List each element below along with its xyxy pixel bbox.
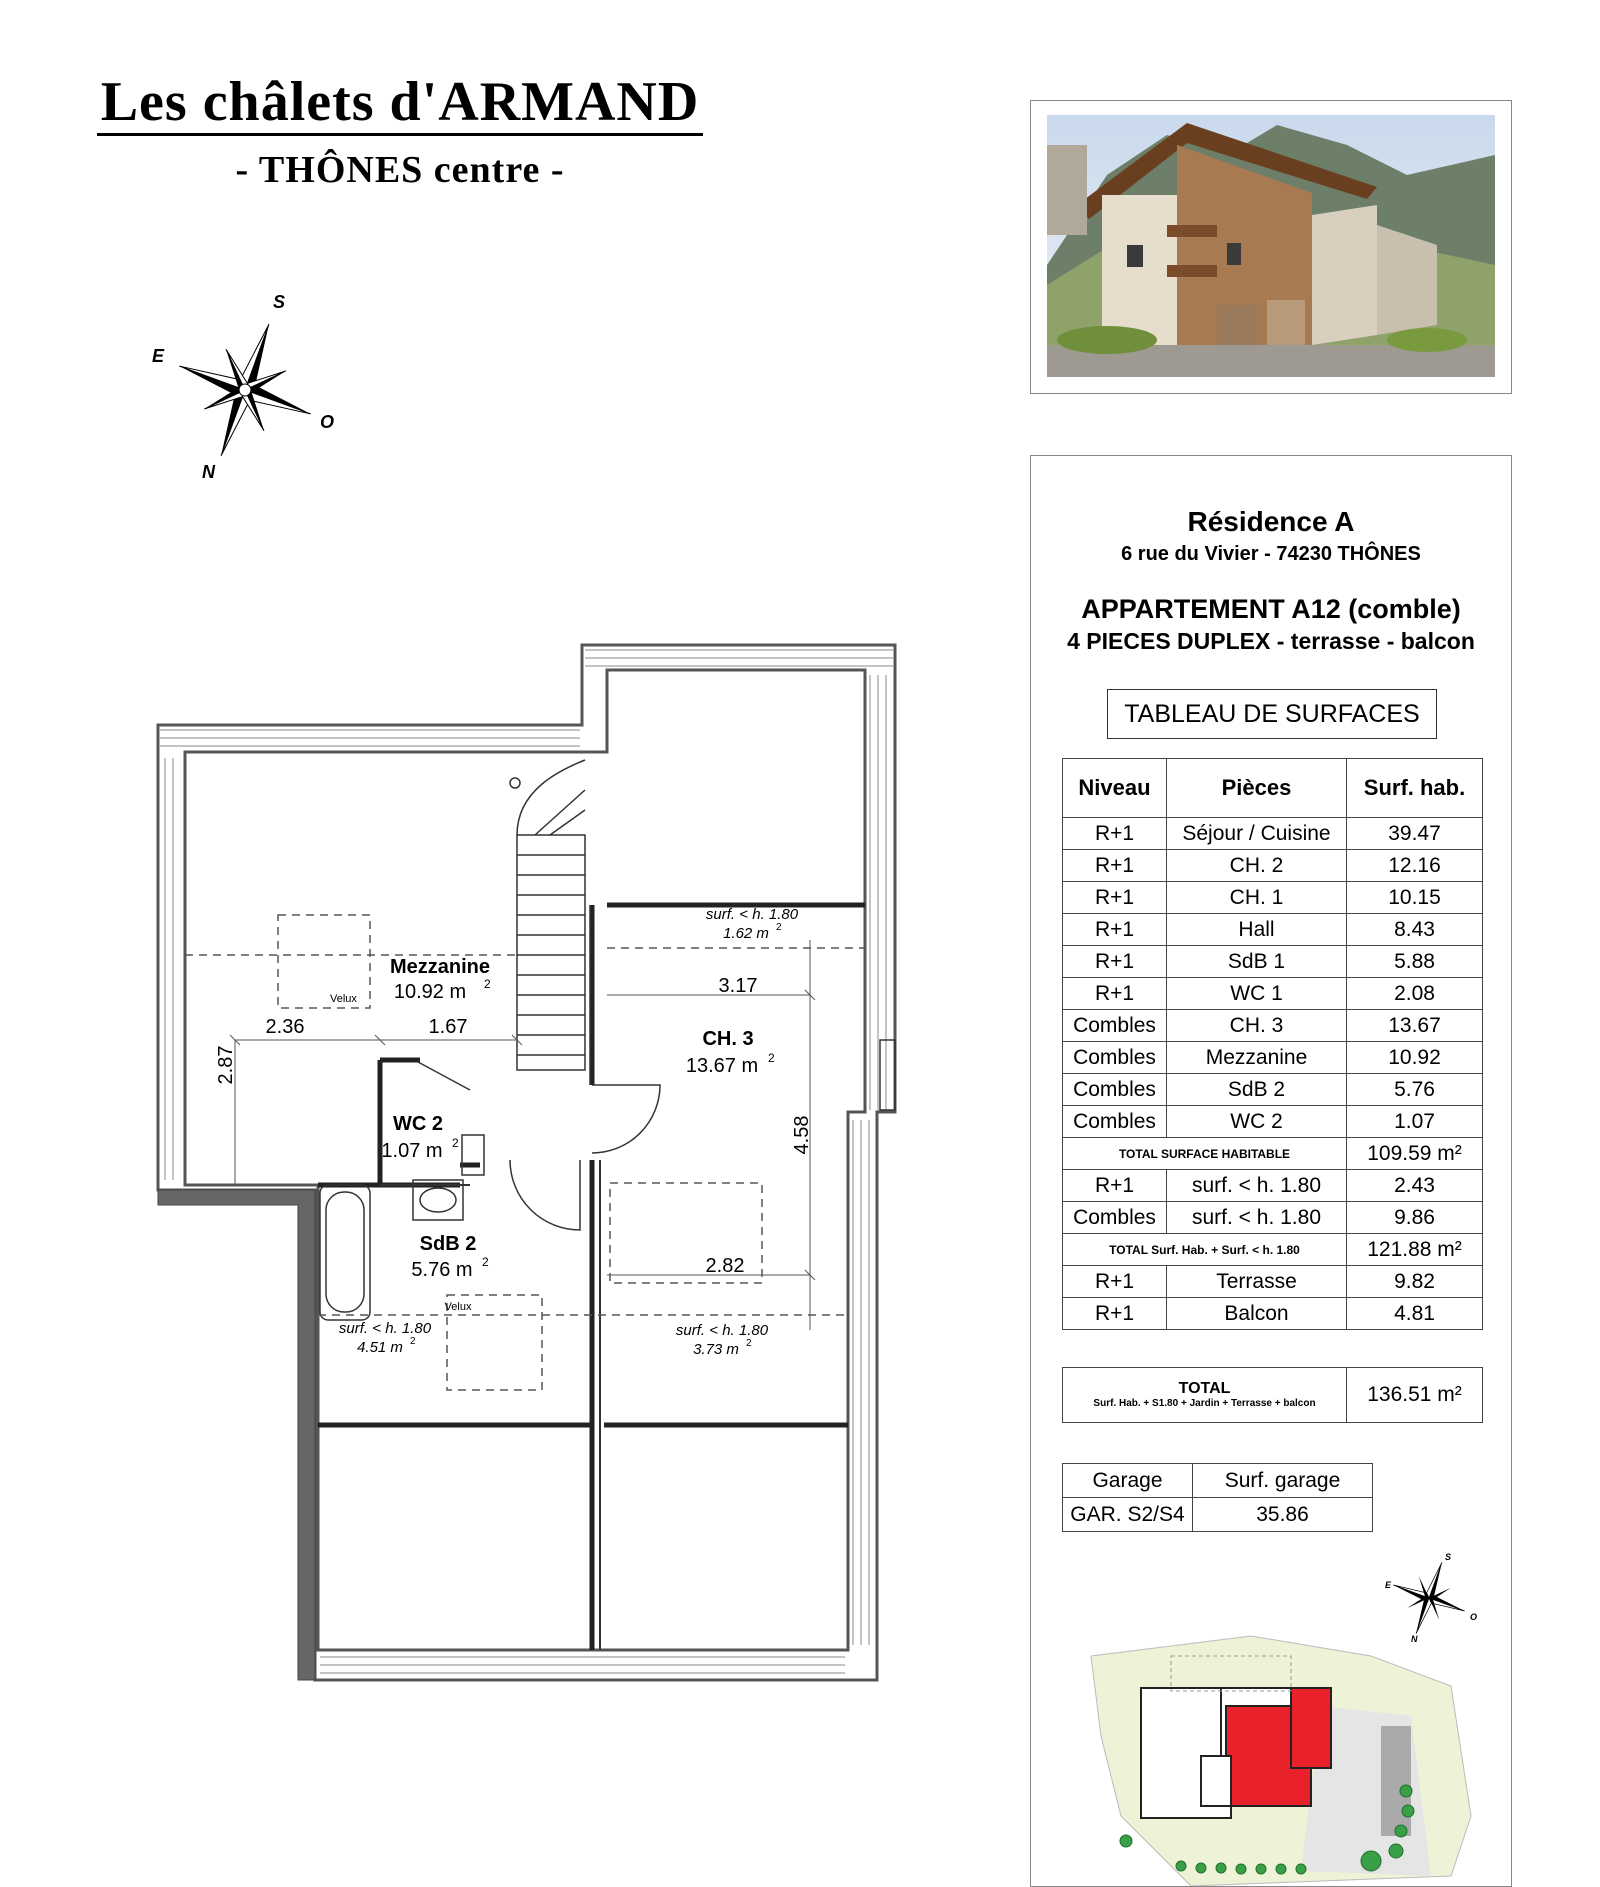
table-row: R+1 surf. < h. 1.80 2.43	[1063, 1170, 1483, 1202]
svg-text:N: N	[202, 462, 215, 482]
svg-text:3.17: 3.17	[718, 975, 758, 997]
svg-text:surf. < h. 1.80: surf. < h. 1.80	[338, 1320, 432, 1337]
table-row: R+1 Terrasse 9.82	[1063, 1266, 1483, 1298]
svg-text:2: 2	[768, 1051, 775, 1065]
svg-text:O: O	[320, 412, 335, 432]
compass-rose-icon	[140, 290, 350, 490]
grand-total-value: 136.51 m²	[1347, 1368, 1483, 1423]
svg-text:5.76 m: 5.76 m	[411, 1259, 473, 1281]
svg-text:2: 2	[410, 1336, 416, 1347]
building-photo-frame	[1030, 100, 1512, 394]
svg-text:S: S	[1445, 1552, 1452, 1562]
svg-text:surf. < h. 1.80: surf. < h. 1.80	[705, 906, 799, 923]
table-row: R+1 CH. 1 10.15	[1063, 882, 1483, 914]
surfaces-table-title: TABLEAU DE SURFACES	[1107, 689, 1437, 739]
apartment-title: APPARTEMENT A12 (comble)	[1081, 594, 1461, 624]
table-row: R+1 Balcon 4.81	[1063, 1298, 1483, 1330]
room-label-sdb2: SdB 2	[419, 1233, 477, 1255]
page-title: Les châlets d'ARMAND	[0, 70, 800, 134]
svg-text:2.36: 2.36	[265, 1016, 305, 1038]
table-row: Combles surf. < h. 1.80 9.86	[1063, 1202, 1483, 1234]
svg-text:surf. < h. 1.80: surf. < h. 1.80	[675, 1322, 769, 1339]
room-label-ch3: CH. 3	[702, 1028, 754, 1050]
svg-text:1.67: 1.67	[428, 1016, 468, 1038]
room-label-mezzanine: Mezzanine	[389, 956, 491, 978]
svg-text:2: 2	[482, 1255, 489, 1269]
total-low-row: TOTAL Surf. Hab. + Surf. < h. 1.80 121.88 m²	[1063, 1234, 1483, 1266]
svg-text:4.58: 4.58	[791, 1115, 813, 1155]
apartment-subtitle: 4 PIECES DUPLEX - terrasse - balcon	[1067, 628, 1475, 654]
table-row: Combles CH. 3 13.67	[1063, 1010, 1483, 1042]
svg-text:2.82: 2.82	[705, 1255, 745, 1277]
table-row: Combles WC 2 1.07	[1063, 1106, 1483, 1138]
svg-text:1.62 m: 1.62 m	[723, 925, 769, 942]
svg-text:E: E	[1385, 1580, 1392, 1590]
page-subtitle: - THÔNES centre -	[235, 149, 565, 191]
svg-text:Velux: Velux	[330, 993, 357, 1005]
svg-text:10.92 m: 10.92 m	[393, 981, 467, 1003]
garage-table: Garage Surf. garage GAR. S2/S4 35.86	[1062, 1463, 1373, 1532]
svg-text:1.07 m: 1.07 m	[381, 1140, 443, 1162]
svg-text:2: 2	[484, 977, 491, 991]
svg-text:N: N	[1411, 1634, 1418, 1644]
site-plan-map	[1071, 1616, 1491, 1886]
table-row: R+1 Séjour / Cuisine 39.47	[1063, 818, 1483, 850]
svg-text:3.73 m: 3.73 m	[693, 1341, 739, 1358]
table-row: R+1 Hall 8.43	[1063, 914, 1483, 946]
total-habitable-row: TOTAL SURFACE HABITABLE 109.59 m²	[1063, 1138, 1483, 1170]
svg-text:2: 2	[452, 1136, 459, 1150]
svg-text:13.67 m: 13.67 m	[685, 1055, 759, 1077]
info-panel	[1030, 455, 1512, 1887]
table-row: R+1 CH. 2 12.16	[1063, 850, 1483, 882]
residence-address: 6 rue du Vivier - 74230 THÔNES	[1121, 543, 1421, 565]
grand-total-sublabel: Surf. Hab. + S1.80 + Jardin + Terrasse + balcon	[1093, 1397, 1316, 1409]
table-row: Combles Mezzanine 10.92	[1063, 1042, 1483, 1074]
table-header-row: Niveau Pièces Surf. hab.	[1063, 759, 1483, 818]
svg-text:2: 2	[746, 1338, 752, 1349]
svg-text:O: O	[1470, 1612, 1478, 1622]
building-rendering-image	[1047, 115, 1495, 377]
table-row: Combles SdB 2 5.76	[1063, 1074, 1483, 1106]
table-row: R+1 SdB 1 5.88	[1063, 946, 1483, 978]
svg-text:4.51 m: 4.51 m	[357, 1339, 403, 1356]
svg-text:S: S	[273, 292, 286, 312]
surfaces-table	[1062, 758, 1483, 1330]
svg-text:E: E	[152, 346, 165, 366]
svg-text:Velux: Velux	[444, 1301, 472, 1313]
grand-total-table	[1062, 1367, 1483, 1423]
room-label-wc2: WC 2	[393, 1113, 443, 1135]
residence-name: Résidence A	[1187, 506, 1355, 537]
table-row: R+1 WC 1 2.08	[1063, 978, 1483, 1010]
grand-total-label: TOTAL	[1178, 1379, 1231, 1397]
svg-text:2: 2	[776, 922, 782, 933]
svg-text:2.87: 2.87	[215, 1045, 237, 1085]
